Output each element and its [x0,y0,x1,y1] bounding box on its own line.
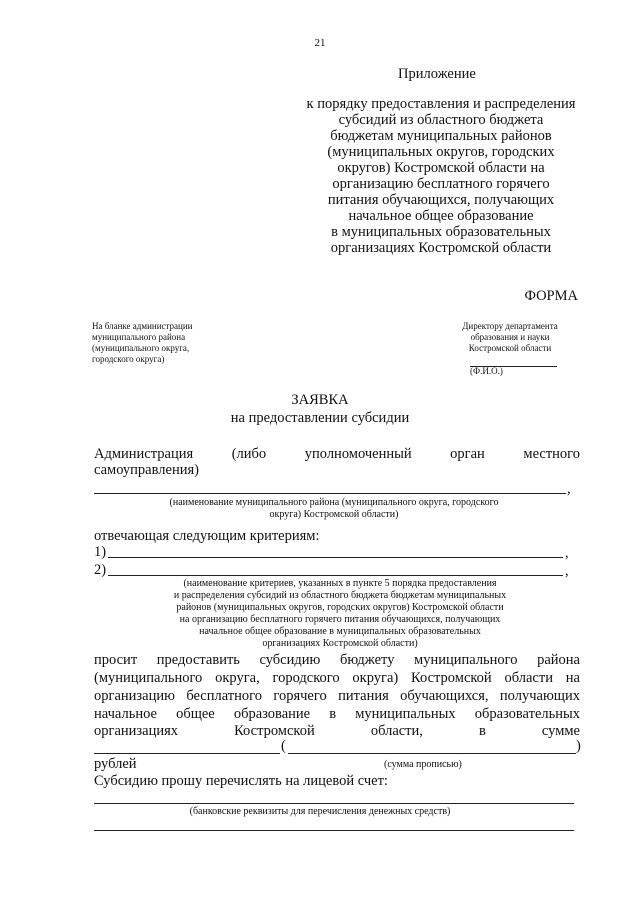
caption-line: организациях Костромской области) [262,638,418,649]
word: горячего [273,688,327,704]
annex-title: Приложение [398,66,476,82]
word: просит [94,652,138,668]
word: предоставить [156,652,240,668]
caption-line: начальное общее образование в муниципальных образовательных [199,626,481,637]
transfer-text: Субсидию прошу перечислять на лицевой счет: [94,773,388,789]
request-line [94,652,580,669]
word: организацию [94,688,175,704]
annex-line: питания обучающихся, получающих [327,192,555,208]
letterhead-line: На бланке администрации [92,321,193,331]
criterion-number: 1) [94,544,107,560]
administration-line-2: самоуправления) [94,462,199,478]
annex-line: организацию бесплатного горячего [332,176,550,192]
caption-line: районов (муниципальных округов, городских округов) Костромской области [176,602,504,613]
word: субсидию [259,652,321,668]
amount-words-line[interactable] [288,753,576,754]
word: уполномоченный [304,446,412,462]
word: на [565,670,580,686]
word: (муниципального [94,670,203,686]
page-number: 21 [314,37,326,49]
annex-line: (муниципальных округов, городских [327,144,555,160]
word: муниципального [414,652,518,668]
criteria-intro: отвечающая следующим критериям: [94,528,320,544]
word: Администрация [94,446,194,462]
request-line [94,670,580,687]
word: в [329,706,337,722]
addressee-line: образования и науки [470,332,550,342]
request-line [94,688,580,705]
caption-line: округа) Костромской области) [269,509,399,520]
annex-line: бюджетам муниципальных районов [330,128,552,144]
word: бесплатного [186,688,262,704]
annex-line: в муниципальных образовательных [331,224,551,240]
addressee-line: Директору департамента [462,321,558,331]
caption-line: на организацию бесплатного горячего питания обучающихся, получающих [179,614,501,625]
amount-digits-line[interactable] [94,753,280,754]
request-line [94,706,580,723]
letterhead-line: муниципального района [92,332,186,342]
word: (либо [231,446,267,462]
word: образовательных [474,706,580,722]
word: Костромской [234,723,315,739]
word: округа, [215,670,260,686]
word: района [537,652,580,668]
municipality-fill-line[interactable] [94,493,566,494]
fio-caption: (Ф.И.О.) [470,366,503,376]
annex-line: начальное общее образование [348,208,534,224]
criteria-caption [120,578,560,650]
annex-description [290,96,592,256]
caption-line: (наименование муниципального района (муниципального округа, городского [169,497,499,508]
word: общее [176,706,215,722]
addressee-line: Костромской области [468,343,552,353]
comma: , [565,545,569,561]
letterhead-line: (муниципального округа, [92,343,190,353]
word: бюджету [339,652,395,668]
word: получающих [499,688,580,704]
word: области [504,670,553,686]
word: начальное [94,706,157,722]
word: округа) [352,670,399,686]
form-label: ФОРМА [524,288,578,304]
word: области, [370,723,423,739]
bank-details-line-2[interactable] [94,830,574,831]
bank-details-line[interactable] [94,803,574,804]
annex-line: к порядку предоставления и распределения [306,96,576,112]
word: Костромской [411,670,492,686]
annex-line: субсидий из областного бюджета [338,112,544,128]
word: образование [233,706,311,722]
word: обучающихся, [400,688,489,704]
administration-line [94,446,580,463]
word: муниципальных [355,706,456,722]
caption-line: (наименование критериев, указанных в пункте 5 порядка предоставления [183,578,497,589]
letterhead-note [92,321,193,365]
request-line [94,723,580,740]
criterion-number: 2) [94,562,107,578]
letterhead-line: городского округа) [92,354,165,364]
criterion-fill-line[interactable] [108,557,563,558]
bank-caption: (банковские реквизиты для перечисления денежных средств) [189,806,451,817]
comma: , [567,481,571,497]
annex-line: округов) Костромской области на [337,160,545,176]
word: сумме [541,723,580,739]
addressee-block [445,321,575,354]
municipality-caption [94,497,574,521]
word: питания [338,688,389,704]
word: в [478,723,486,739]
word: городского [272,670,340,686]
criterion-fill-line[interactable] [108,575,563,576]
amount-open-paren: ( [281,738,286,754]
amount-caption: (сумма прописью) [384,759,462,770]
word: местного [523,446,580,462]
word: орган [450,446,485,462]
comma: , [565,563,569,579]
document-heading: ЗАЯВКА [291,392,349,408]
document-subheading: на предоставлении субсидии [230,410,410,426]
amount-close-paren: ) [576,738,581,754]
rubles-label: рублей [94,756,137,772]
word: организациях [94,723,179,739]
caption-line: и распределения субсидий из областного бюджета бюджетам муниципальных [173,590,507,601]
annex-line: организациях Костромской области [330,240,552,256]
